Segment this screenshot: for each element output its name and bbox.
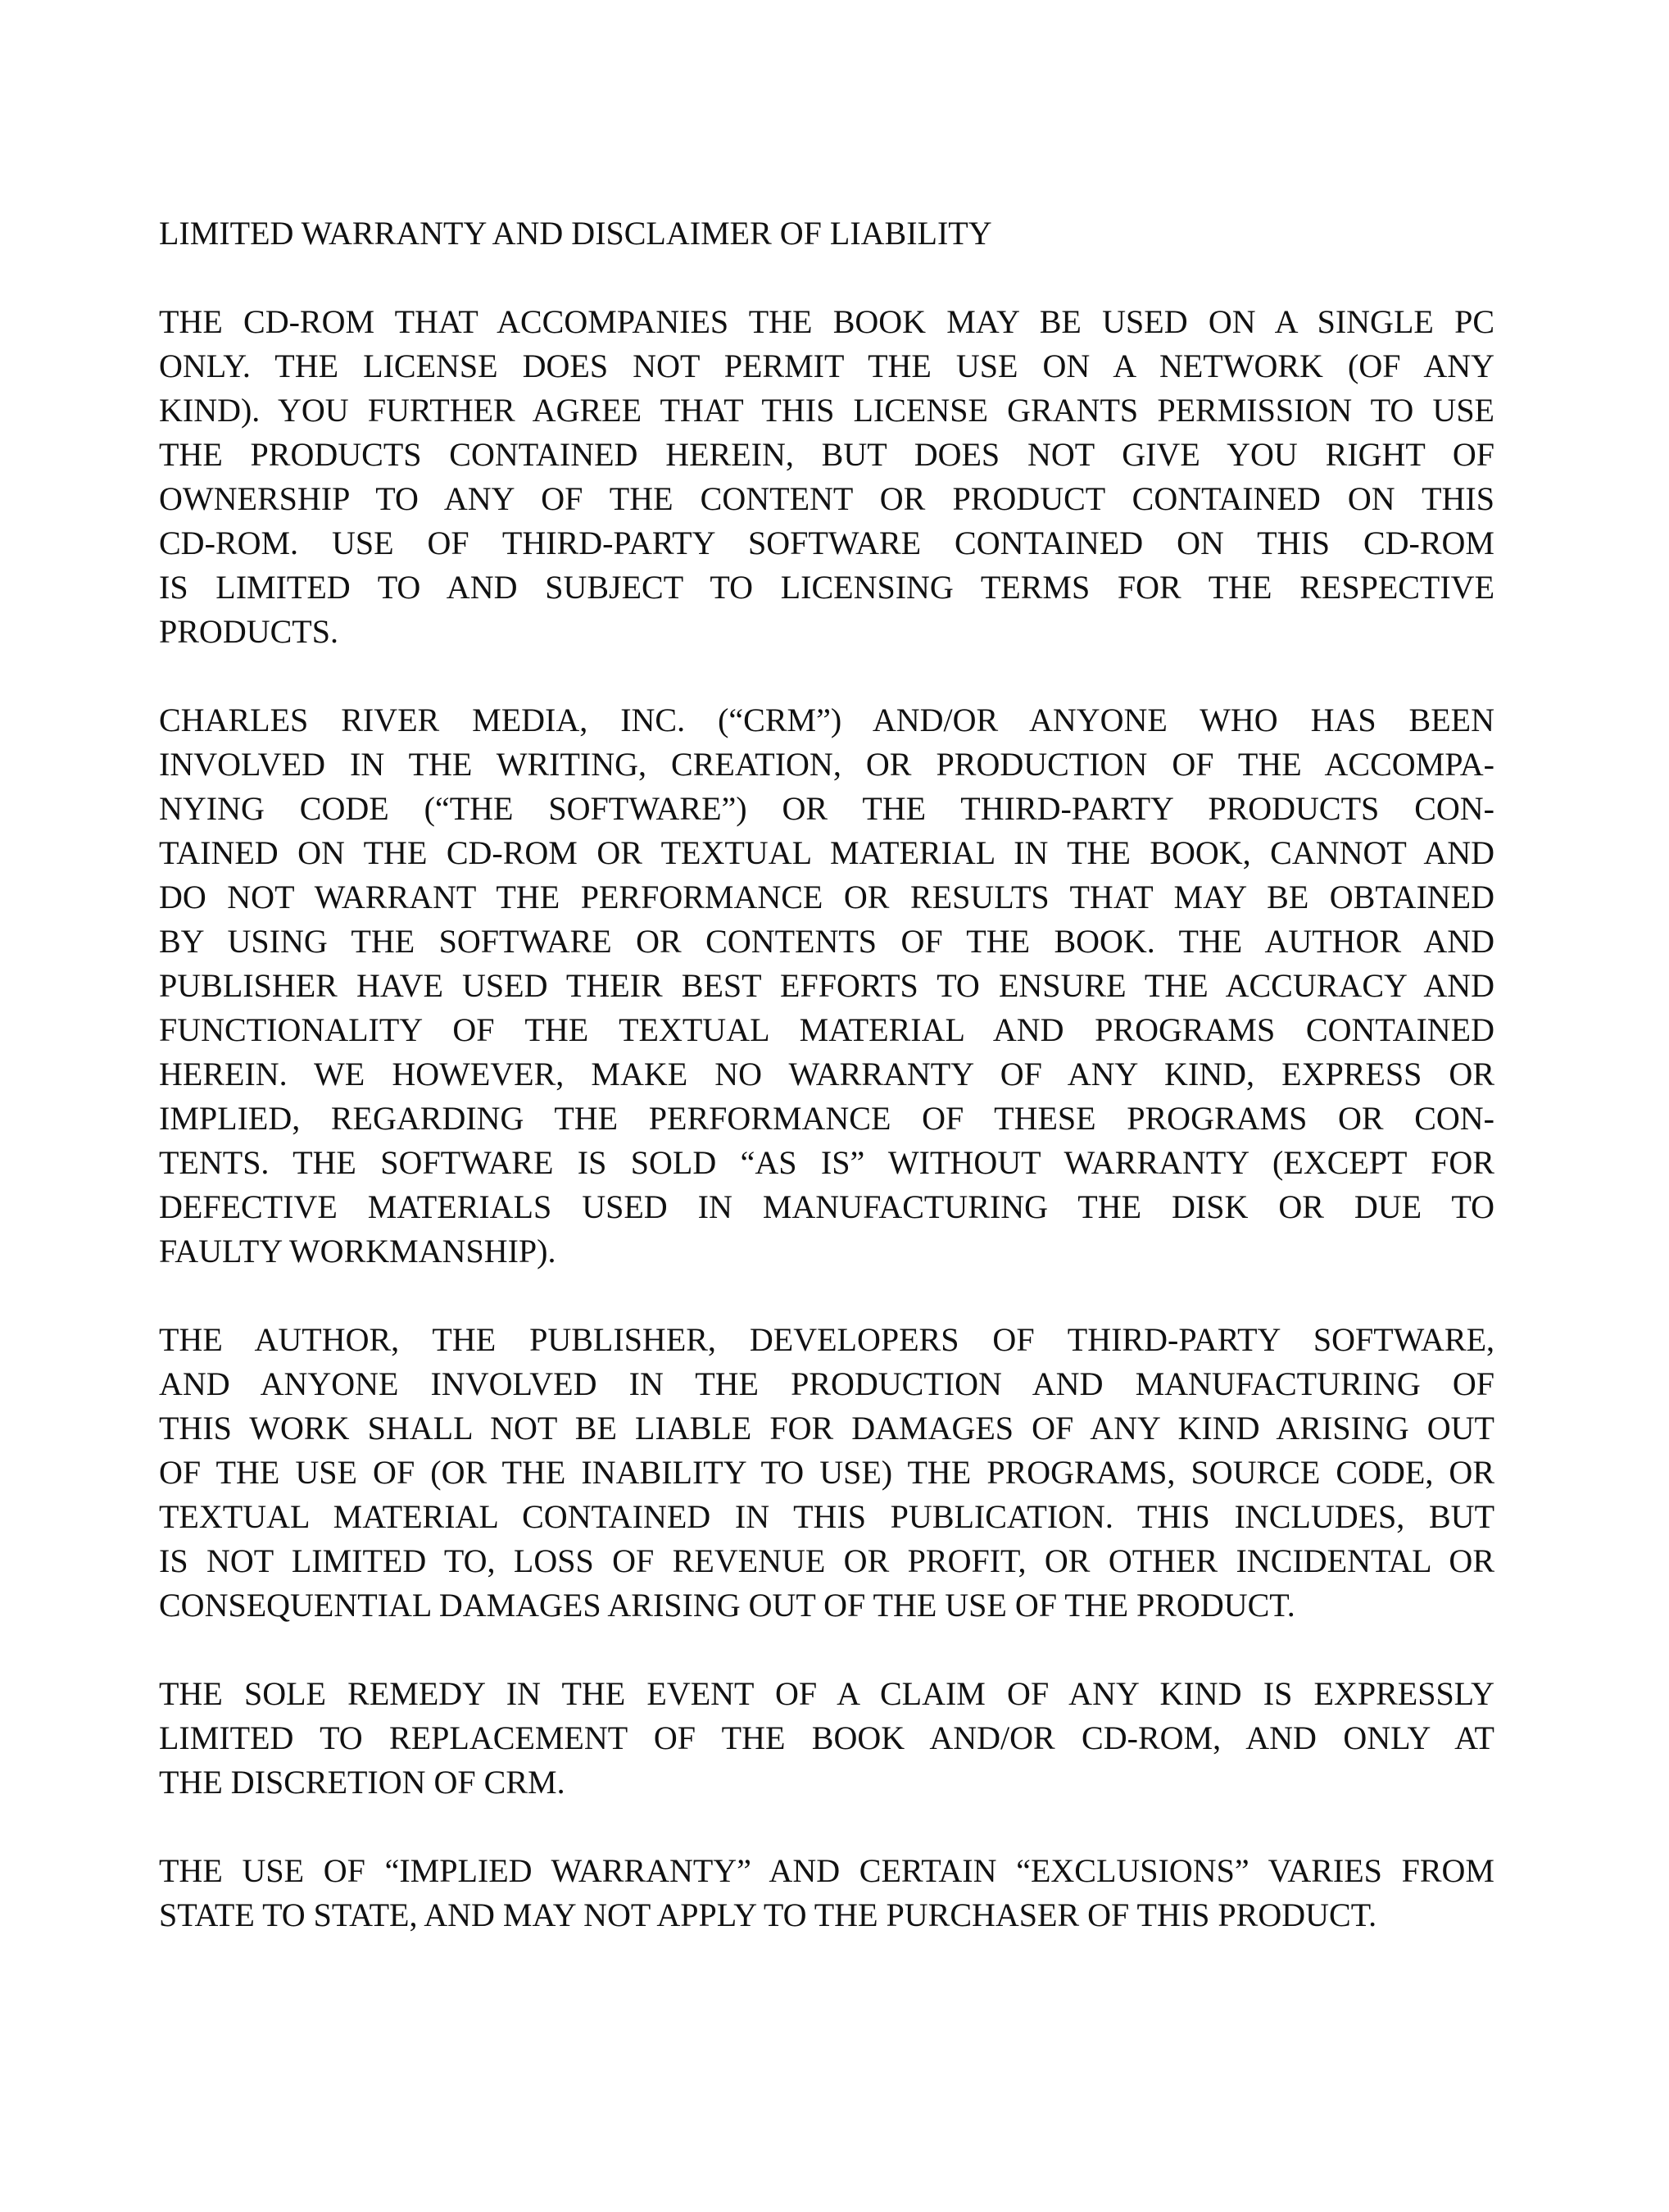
- text-line: THE DISCRETION OF CRM.: [159, 1764, 565, 1801]
- text-line: TEXTUAL MATERIAL CONTAINED IN THIS PUBLICATION. THIS INCLUDES, BUT: [159, 1498, 1494, 1535]
- text-line: FUNCTIONALITY OF THE TEXTUAL MATERIAL AND PROGRAMS CONTAINED: [159, 1011, 1494, 1048]
- text-line: TENTS. THE SOFTWARE IS SOLD “AS IS” WITHOUT WARRANTY (EXCEPT FOR: [159, 1144, 1494, 1181]
- text-line: ONLY. THE LICENSE DOES NOT PERMIT THE USE ON A NETWORK (OF ANY: [159, 347, 1494, 384]
- text-line: DO NOT WARRANT THE PERFORMANCE OR RESULTS THAT MAY BE OBTAINED: [159, 879, 1494, 915]
- text-line: OF THE USE OF (OR THE INABILITY TO USE) THE PROGRAMS, SOURCE CODE, OR: [159, 1454, 1494, 1491]
- paragraph-list: [159, 300, 1494, 1937]
- text-line: THIS WORK SHALL NOT BE LIABLE FOR DAMAGES OF ANY KIND ARISING OUT: [159, 1410, 1494, 1447]
- text-line: THE PRODUCTS CONTAINED HEREIN, BUT DOES NOT GIVE YOU RIGHT OF: [159, 436, 1494, 473]
- text-line: THE AUTHOR, THE PUBLISHER, DEVELOPERS OF THIRD-PARTY SOFTWARE,: [159, 1321, 1494, 1358]
- paragraph-4: [159, 1672, 1494, 1805]
- text-line: KIND). YOU FURTHER AGREE THAT THIS LICENSE GRANTS PERMISSION TO USE: [159, 392, 1494, 429]
- text-line: OWNERSHIP TO ANY OF THE CONTENT OR PRODUCT CONTAINED ON THIS: [159, 480, 1494, 517]
- text-line: STATE TO STATE, AND MAY NOT APPLY TO THE PURCHASER OF THIS PRODUCT.: [159, 1896, 1377, 1933]
- paragraph-1: [159, 300, 1494, 654]
- text-line: FAULTY WORKMANSHIP).: [159, 1233, 556, 1270]
- document-title: LIMITED WARRANTY AND DISCLAIMER OF LIABILITY: [159, 215, 992, 252]
- text-line: THE CD-ROM THAT ACCOMPANIES THE BOOK MAY BE USED ON A SINGLE PC: [159, 303, 1494, 340]
- text-line: TAINED ON THE CD-ROM OR TEXTUAL MATERIAL IN THE BOOK, CANNOT AND: [159, 834, 1494, 871]
- text-line: IS LIMITED TO AND SUBJECT TO LICENSING TERMS FOR THE RESPECTIVE: [159, 569, 1494, 606]
- text-line: NYING CODE (“THE SOFTWARE”) OR THE THIRD-PARTY PRODUCTS CON-: [159, 790, 1494, 827]
- text-line: LIMITED TO REPLACEMENT OF THE BOOK AND/OR CD-ROM, AND ONLY AT: [159, 1719, 1494, 1756]
- text-line: INVOLVED IN THE WRITING, CREATION, OR PRODUCTION OF THE ACCOMPA-: [159, 746, 1494, 783]
- text-line: HEREIN. WE HOWEVER, MAKE NO WARRANTY OF ANY KIND, EXPRESS OR: [159, 1056, 1494, 1092]
- text-line: AND ANYONE INVOLVED IN THE PRODUCTION AND MANUFACTURING OF: [159, 1365, 1494, 1402]
- text-line: IMPLIED, REGARDING THE PERFORMANCE OF THESE PROGRAMS OR CON-: [159, 1100, 1494, 1137]
- paragraph-5: [159, 1849, 1494, 1937]
- text-line: CHARLES RIVER MEDIA, INC. (“CRM”) AND/OR ANYONE WHO HAS BEEN: [159, 702, 1494, 738]
- text-line: THE SOLE REMEDY IN THE EVENT OF A CLAIM OF ANY KIND IS EXPRESSLY: [159, 1675, 1494, 1712]
- text-line: BY USING THE SOFTWARE OR CONTENTS OF THE BOOK. THE AUTHOR AND: [159, 923, 1494, 960]
- text-line: PUBLISHER HAVE USED THEIR BEST EFFORTS TO ENSURE THE ACCURACY AND: [159, 967, 1494, 1004]
- text-line: PRODUCTS.: [159, 613, 338, 650]
- text-line: CONSEQUENTIAL DAMAGES ARISING OUT OF THE USE OF THE PRODUCT.: [159, 1587, 1295, 1624]
- text-line: THE USE OF “IMPLIED WARRANTY” AND CERTAIN “EXCLUSIONS” VARIES FROM: [159, 1852, 1494, 1889]
- paragraph-3: [159, 1318, 1494, 1628]
- text-line: CD-ROM. USE OF THIRD-PARTY SOFTWARE CONTAINED ON THIS CD-ROM: [159, 525, 1494, 561]
- text-line: IS NOT LIMITED TO, LOSS OF REVENUE OR PROFIT, OR OTHER INCIDENTAL OR: [159, 1542, 1494, 1579]
- text-line: DEFECTIVE MATERIALS USED IN MANUFACTURING THE DISK OR DUE TO: [159, 1188, 1494, 1225]
- document-body: [159, 211, 1494, 1937]
- paragraph-2: [159, 698, 1494, 1274]
